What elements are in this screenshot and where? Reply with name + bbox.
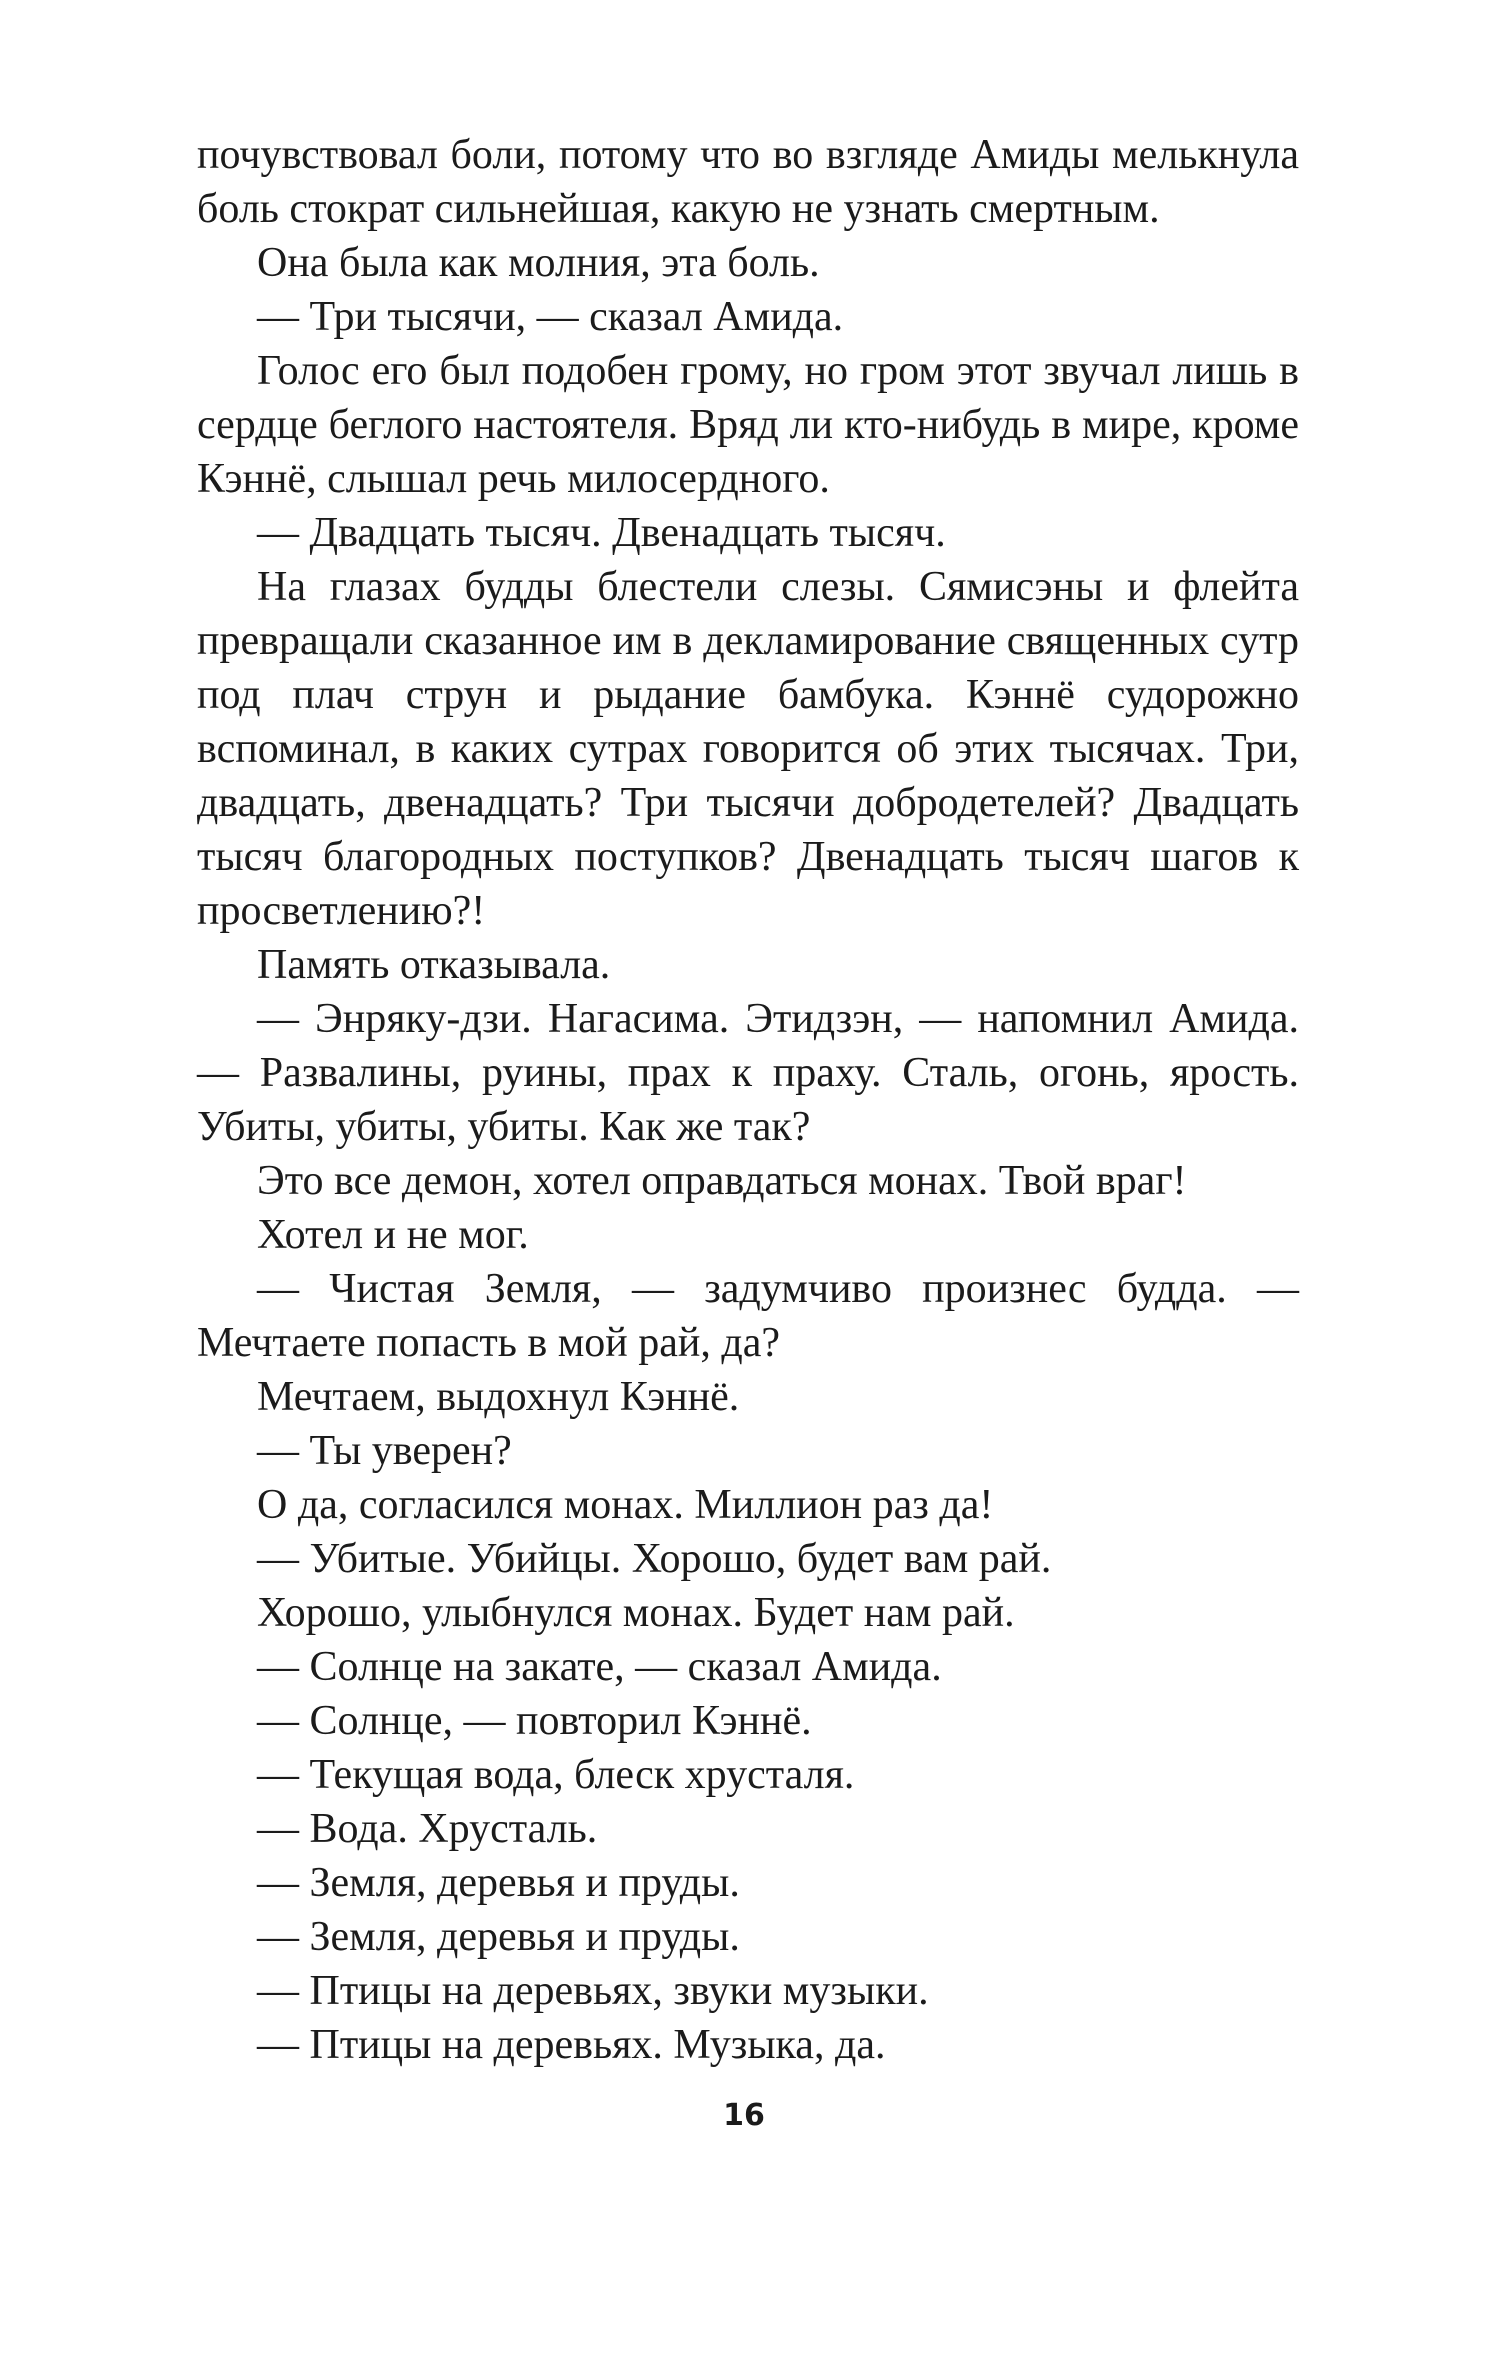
paragraph-18: — Солнце, — повторил Кэннё. bbox=[257, 1698, 812, 1744]
paragraph-9: Это все демон, хотел оправдаться монах. Твой враг! bbox=[257, 1158, 1187, 1204]
paragraph-19: — Текущая вода, блеск хрусталя. bbox=[257, 1752, 855, 1798]
paragraph-2: Она была как молния, эта боль. bbox=[257, 240, 820, 286]
paragraph-3: — Три тысячи, — сказал Амида. bbox=[257, 294, 844, 340]
paragraph-12: Мечтаем, выдохнул Кэннё. bbox=[257, 1374, 740, 1420]
paragraph-10: Хотел и не мог. bbox=[257, 1212, 529, 1258]
page-number: 16 bbox=[723, 2098, 765, 2133]
paragraph-1: почувствовал боли, потому что во взгляде Амиды мелькнула боль стократ сильнейшая, какую не узнать смертным. bbox=[197, 132, 1299, 232]
paragraph-20: — Вода. Хрусталь. bbox=[257, 1806, 598, 1852]
paragraph-8: — Энряку-дзи. Нагасима. Этидзэн, — напомнил Амида. — Развалины, руины, прах к праху. Сталь, огонь, ярость. Убиты, убиты, убиты. Как же так? bbox=[197, 996, 1299, 1150]
paragraph-15: — Убитые. Убийцы. Хорошо, будет вам рай. bbox=[257, 1536, 1052, 1582]
paragraph-13: — Ты уверен? bbox=[257, 1428, 512, 1474]
paragraph-17: — Солнце на закате, — сказал Амида. bbox=[257, 1644, 942, 1690]
paragraph-23: — Птицы на деревьях, звуки музыки. bbox=[257, 1968, 929, 2014]
paragraph-7: Память отказывала. bbox=[257, 942, 611, 988]
paragraph-14: О да, согласился монах. Миллион раз да! bbox=[257, 1482, 994, 1528]
paragraph-24: — Птицы на деревьях. Музыка, да. bbox=[257, 2022, 886, 2068]
paragraph-4: Голос его был подобен грому, но гром этот звучал лишь в сердце беглого настоятеля. Вряд ли кто-нибудь в мире, кроме Кэннё, слышал речь милосердного. bbox=[197, 348, 1299, 502]
paragraph-5: — Двадцать тысяч. Двенадцать тысяч. bbox=[257, 510, 946, 556]
page-body-text bbox=[197, 128, 1299, 2072]
paragraph-11: — Чистая Земля, — задумчиво произнес будда. — Мечтаете попасть в мой рай, да? bbox=[197, 1266, 1299, 1366]
paragraph-21: — Земля, деревья и пруды. bbox=[257, 1860, 740, 1906]
paragraph-22: — Земля, деревья и пруды. bbox=[257, 1914, 740, 1960]
paragraph-6: На глазах будды блестели слезы. Сямисэны и флейта превращали сказанное им в декламирование священных сутр под плач струн и рыдание бамбука. Кэннё судорожно вспоминал, в каких сутрах говорится об этих тысячах. Три, двадцать, двенадцать? Три тысячи добродетелей? Двадцать тысяч благородных поступков? Двенадцать тысяч шагов к просветлению?! bbox=[197, 564, 1299, 934]
paragraph-16: Хорошо, улыбнулся монах. Будет нам рай. bbox=[257, 1590, 1015, 1636]
